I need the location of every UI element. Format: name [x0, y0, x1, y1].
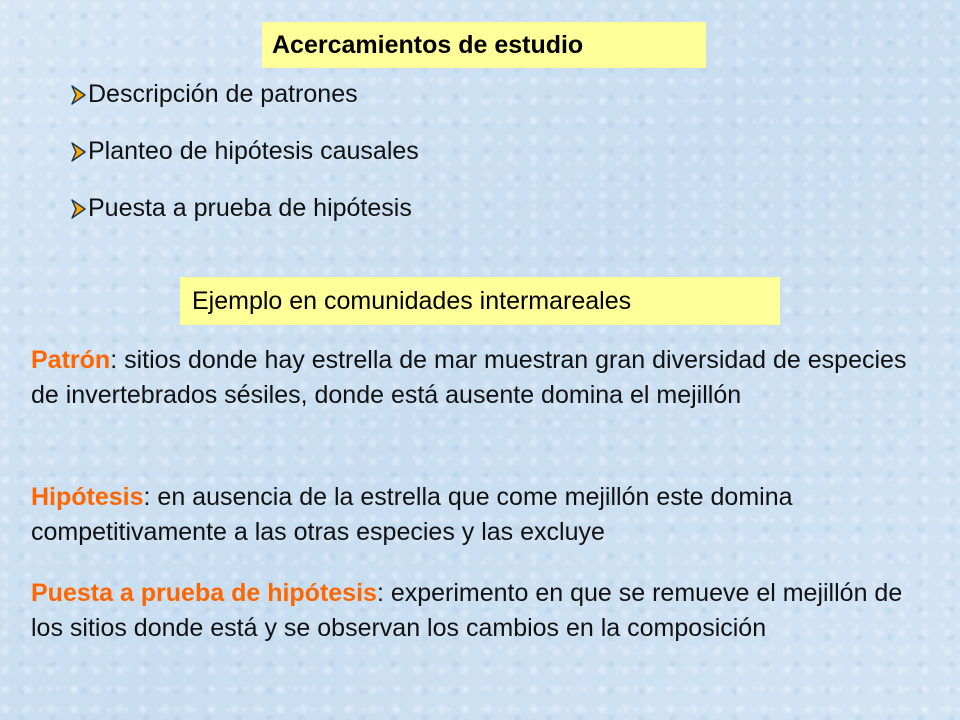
paragraph-pattern	[31, 343, 931, 413]
bullet-label: Puesta a prueba de hipótesis	[88, 194, 412, 222]
title-box	[262, 22, 706, 68]
arrow-bullet-icon	[70, 141, 87, 163]
term-hypothesis: Hipótesis	[31, 483, 144, 511]
term-test: Puesta a prueba de hipótesis	[31, 579, 377, 607]
example-heading-box	[180, 277, 780, 325]
bullet-list	[70, 80, 419, 251]
paragraph-test	[31, 576, 931, 646]
paragraph-text: : experimento en que se remueve el mejillón de los sitios donde está y se observan los cambios en la composición	[31, 579, 903, 642]
bullet-item	[70, 194, 419, 223]
bullet-label: Planteo de hipótesis causales	[88, 137, 419, 165]
term-pattern: Patrón	[31, 346, 111, 374]
paragraph-text: : sitios donde hay estrella de mar muestran gran diversidad de especies de invertebrados sésiles, donde está ausente domina el mejillón	[31, 346, 907, 409]
arrow-bullet-icon	[70, 84, 87, 106]
bullet-label: Descripción de patrones	[88, 80, 358, 108]
slide-title: Acercamientos de estudio	[272, 30, 584, 59]
example-heading: Ejemplo en comunidades intermareales	[192, 286, 632, 315]
bullet-item	[70, 80, 419, 109]
paragraph-text: : en ausencia de la estrella que come mejillón este domina competitivamente a las otras especies y las excluye	[31, 483, 793, 546]
arrow-bullet-icon	[70, 198, 87, 220]
bullet-item	[70, 137, 419, 166]
paragraph-hypothesis	[31, 480, 931, 550]
